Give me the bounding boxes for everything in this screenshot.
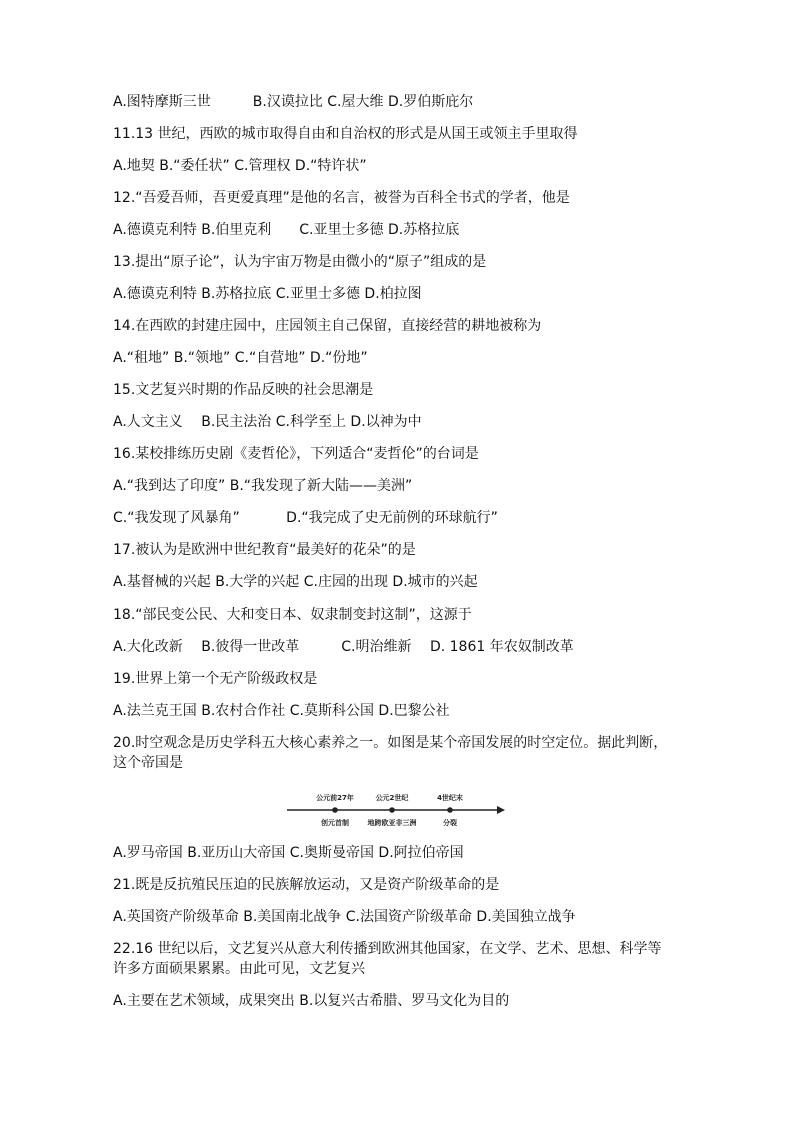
q22-stem-line1: 22.16 世纪以后，文艺复兴从意大利传播到欧洲其他国家，在文学、艺术、思想、科学等 bbox=[113, 941, 662, 957]
q13-stem: 13.提出“原子论”，认为宇宙万物是由微小的“原子”组成的是 bbox=[113, 254, 487, 270]
q18-stem: 18.“部民变公民、大和变日本、奴隶制变封这制”，这源于 bbox=[113, 607, 472, 623]
q17-stem: 17.被认为是欧洲中世纪教育“最美好的花朵”的是 bbox=[113, 542, 416, 558]
timeline-node-3 bbox=[447, 807, 453, 813]
q12-stem: 12.“吾爱吾师，吾更爱真理”是他的名言，被誉为百科全书式的学者，他是 bbox=[113, 190, 570, 206]
q11-stem: 11.13 世纪，西欧的城市取得自由和自治权的形式是从国王或领主手里取得 bbox=[113, 126, 578, 142]
q21-stem: 21.既是反抗殖民压迫的民族解放运动，又是资产阶级革命的是 bbox=[113, 877, 500, 893]
q21-options: A.英国资产阶级革命 B.美国南北战争 C.法国资产阶级革命 D.美国独立战争 bbox=[113, 909, 576, 925]
q19-stem: 19.世界上第一个无产阶级政权是 bbox=[113, 671, 318, 687]
timeline-event-1: 创元首制 bbox=[321, 819, 349, 827]
timeline-date-3: 4世纪末 bbox=[437, 794, 463, 802]
empire-timeline-figure bbox=[283, 788, 508, 833]
q10-options: A.图特摩斯三世 B.汉谟拉比 C.屋大维 D.罗伯斯庇尔 bbox=[113, 94, 474, 110]
timeline-arrow-icon bbox=[497, 806, 505, 814]
timeline-node-1 bbox=[332, 807, 338, 813]
q15-stem: 15.文艺复兴时期的作品反映的社会思潮是 bbox=[113, 382, 374, 398]
q16-stem: 16.某校排练历史剧《麦哲伦》，下列适合“麦哲伦”的台词是 bbox=[113, 446, 479, 462]
timeline-event-3: 分裂 bbox=[443, 819, 457, 827]
q13-options: A.德谟克利特 B.苏格拉底 C.亚里士多德 D.柏拉图 bbox=[113, 286, 422, 302]
q22-options-ab: A.主要在艺术领域，成果突出 B.以复兴古希腊、罗马文化为目的 bbox=[113, 993, 510, 1009]
q19-options: A.法兰克王国 B.农村合作社 C.莫斯科公国 D.巴黎公社 bbox=[113, 703, 450, 719]
q11-options: A.地契 B.“委任状” C.管理权 D.“特许状” bbox=[113, 158, 367, 174]
timeline-svg bbox=[283, 788, 508, 833]
q15-options: A.人文主义 B.民主法治 C.科学至上 D.以神为中 bbox=[113, 414, 422, 430]
timeline-date-2: 公元2世纪 bbox=[375, 794, 409, 802]
timeline-event-2: 地跨欧亚非三洲 bbox=[367, 819, 417, 827]
q18-options: A.大化改新 B.彼得一世改革 C.明治维新 D. 1861 年农奴制改革 bbox=[113, 639, 574, 655]
q20-options: A.罗马帝国 B.亚历山大帝国 C.奥斯曼帝国 D.阿拉伯帝国 bbox=[113, 845, 464, 861]
q20-stem-line2: 这个帝国是 bbox=[113, 755, 183, 771]
q14-options: A.“租地” B.“领地” C.“自营地” D.“份地” bbox=[113, 350, 368, 366]
q12-options: A.德谟克利特 B.伯里克利 C.亚里士多德 D.苏格拉底 bbox=[113, 222, 460, 238]
q17-options: A.基督械的兴起 B.大学的兴起 C.庄园的出现 D.城市的兴起 bbox=[113, 574, 478, 590]
q16-options-ab: A.“我到达了印度” B.“我发现了新大陆——美洲” bbox=[113, 478, 413, 494]
q16-options-cd: C.“我发现了风暴角” D.“我完成了史无前例的环球航行” bbox=[113, 510, 498, 526]
q20-stem-line1: 20.时空观念是历史学科五大核心素养之一。如图是某个帝国发展的时空定位。据此判断， bbox=[113, 735, 668, 751]
timeline-date-1: 公元前27年 bbox=[316, 794, 354, 802]
q22-stem-line2: 许多方面硕果累累。由此可见，文艺复兴 bbox=[113, 961, 365, 977]
q14-stem: 14.在西欧的封建庄园中，庄园领主自己保留，直接经营的耕地被称为 bbox=[113, 318, 542, 334]
timeline-node-2 bbox=[389, 807, 395, 813]
